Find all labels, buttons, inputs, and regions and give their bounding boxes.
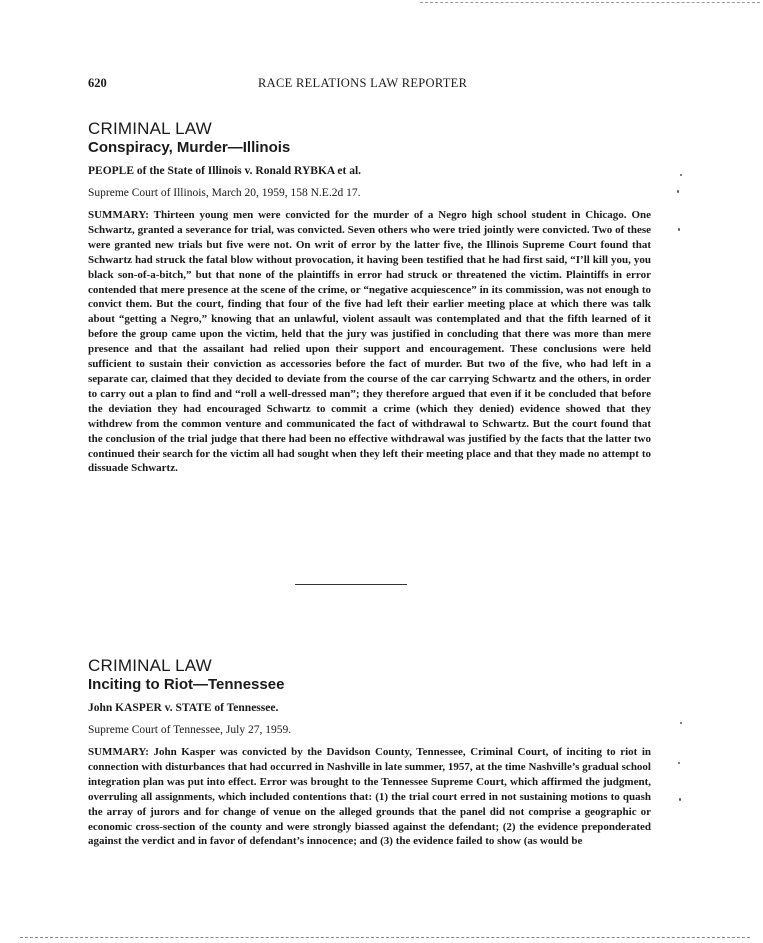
summary-label: SUMMARY: [88,209,149,221]
case-court-citation: Supreme Court of Illinois, March 20, 1959, 158 N.E.2d 17. [88,187,361,199]
page-header [88,76,648,92]
case-subject: Inciting to Riot—Tennessee [88,676,285,693]
summary-text: Thirteen young men were convicted for the murder of a Negro high school student in Chicago. One Schwartz, granted a severance for trial, was convicted. Seven others who were tried jointly were convicted. Two of these were granted new trials but five were not. On writ of error by the latter five, the Illinois Supreme Court found that Schwartz had struck the fatal blow without provocation, it having been testified that he had first said, “I’ll kill you, you black son-of-a-bitch,” but that none of the plaintiffs in error had struck or threatened the victim. Plaintiffs in error contended that mere presence at the scene of the crime, or “negative acquiescence” in its commission, was not enough to convict them. But the court, finding that four of the five had left their earlier meeting place at which there was talk about “getting a Negro,” knowing that an unlawful, violent assault was contemplated and that the fifth learned of it before the group came upon the victim, held that the jury was justified in concluding that there was more than mere presence and that the assailant had relied upon their support and encouragement. These conclusions were held sufficient to sustain their conviction as accessories before the fact of murder. But two of the five, who had left in a separate car, claimed that they decided to deviate from the course of the car carrying Schwartz and the others, in order to carry out a plan to find and “roll a well-dressed man”; they therefore argued that even if it be concluded that before the deviation they had encouraged Schwartz to commit a crime (which they denied) evidence showed that they withdrew from the common venture and communicated the fact of withdrawal to Schwartz. But the court found that the conclusion of the trial judge that there had been no effective withdrawal was justified by the facts that the latter two continued their search for the victim all had sought when they left their meeting place and that they made no attempt to dissuade Schwartz. [88,209,651,475]
case-category: CRIMINAL LAW [88,656,212,675]
scan-speck [680,722,682,724]
scan-speck [677,190,679,193]
scan-speck [678,228,680,231]
case-parties: PEOPLE of the State of Illinois v. Ronald RYBKA et al. [88,165,362,177]
scan-speck [679,798,681,801]
page-number: 620 [88,76,107,90]
section-divider [295,584,407,585]
case-entry-rybka [88,119,651,476]
case-summary [88,208,651,476]
case-parties: John KASPER v. STATE of Tennessee. [88,702,279,714]
case-entry-kasper [88,656,651,849]
case-subject: Conspiracy, Murder—Illinois [88,139,291,156]
journal-title: RACE RELATIONS LAW REPORTER [258,76,468,90]
summary-text: John Kasper was convicted by the Davidson County, Tennessee, Criminal Court, of inciting to riot in connection with disturbances that had occurred in Nashville in late summer, 1957, at the time Nashville’s gradual school integration plan was put into effect. Error was brought to the Tennessee Supreme Court, which affirmed the judgment, overruling all assignments, which included contentions that: (1) the trial court erred in not sustaining motions to quash the array of jurors and for change of venue on the alleged grounds that the panel did not comprise a geographic or economic cross-section of the county and were strongly biassed against the defendant; (2) the evidence preponderated against the verdict and in favor of defendant’s innocence; and (3) the evidence failed to show (as would be [88,746,651,848]
case-category: CRIMINAL LAW [88,119,212,138]
scan-edge-line [20,937,750,938]
scan-speck [680,174,682,176]
scan-edge-line [420,2,760,3]
case-court-citation: Supreme Court of Tennessee, July 27, 1959. [88,724,292,736]
case-summary [88,745,651,849]
scan-speck [678,762,680,764]
summary-label: SUMMARY: [88,746,149,758]
